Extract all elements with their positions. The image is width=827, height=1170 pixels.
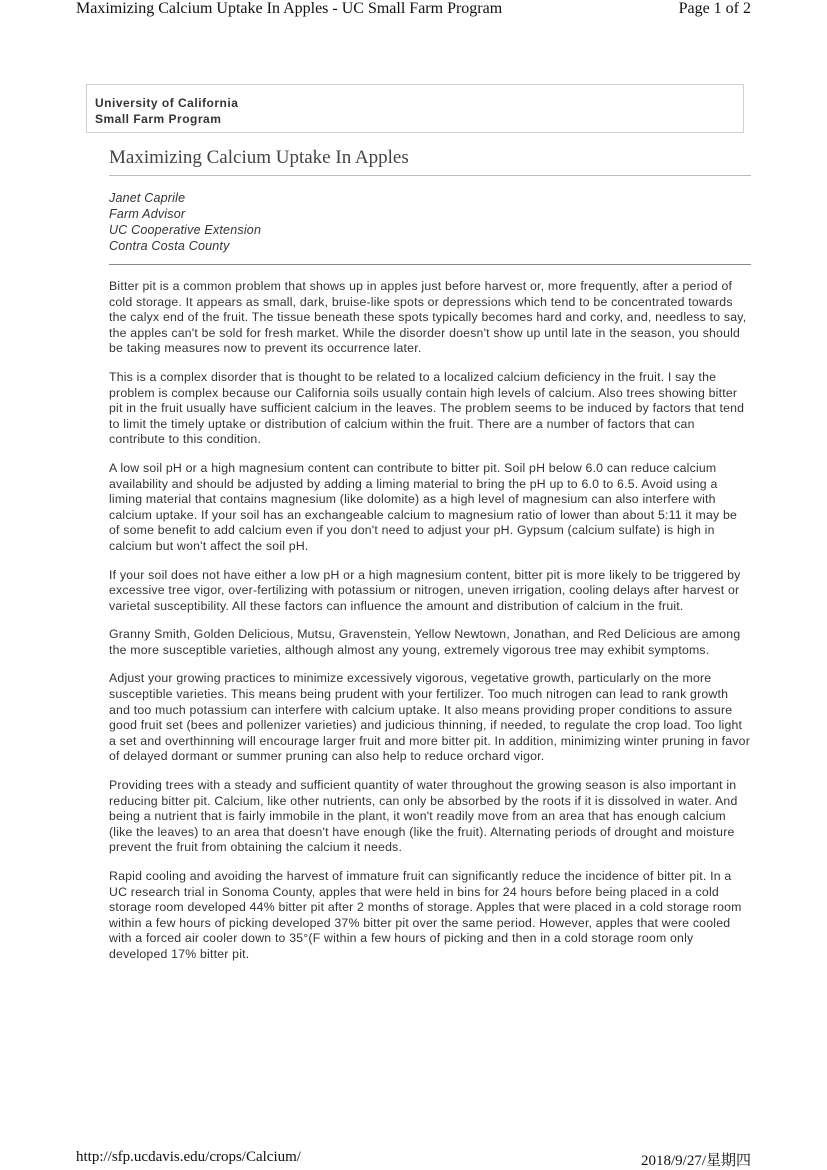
print-footer-date: 2018/9/27/星期四	[640, 1153, 751, 1169]
article-paragraph: Adjust your growing practices to minimize excessively vigorous, vegetative growth, particularly on the more susceptible varieties. This means being prudent with your fertilizer. Too much nitrogen can lead to rank growth and too much potassium can interfere with calcium uptake. It also means providing proper conditions to assure good fruit set (bees and pollenizer varieties) and judicious thinning, if needed, to regulate the crop load. Too light a set and overthinning will encourage larger fruit and more bitter pit. In addition, minimizing winter pruning in favor of delayed dormant or summer pruning can also help to reduce orchard vigor.	[109, 671, 751, 764]
banner-line-program: Small Farm Program	[95, 112, 222, 126]
author-name: Janet Caprile	[109, 191, 186, 205]
author-byline	[109, 190, 751, 254]
print-footer	[76, 1149, 751, 1169]
author-organization: UC Cooperative Extension	[109, 223, 262, 237]
article	[109, 144, 751, 976]
author-role: Farm Advisor	[109, 207, 186, 221]
print-header-page-number: Page 1 of 2	[678, 0, 751, 17]
article-paragraph: A low soil pH or a high magnesium content can contribute to bitter pit. Soil pH below 6.0 can reduce calcium availability and should be adjusted by adding a liming material to bring the pH up to 6.0 to 6.5. Avoid using a liming material that contains magnesium (like dolomite) as a high level of magnesium can also interfere with calcium uptake. If your soil has an exchangeable calcium to magnesium ratio of lower than about 5:11 it may be of some benefit to add calcium even if you don't need to adjust your pH. Gypsum (calcium sulfate) is high in calcium but won't affect the soil pH.	[109, 460, 738, 553]
article-paragraph: Bitter pit is a common problem that shows up in apples just before harvest or, more frequently, after a period of cold storage. It appears as small, dark, bruise-like spots or depressions which tend to be concentrated towards the calyx end of the fruit. The tissue beneath these spots typically becomes hard and corky, and, needless to say, the apples can't be sold for fresh market. While the disorder doesn't show up until late in the season, you should be taking measures now to prevent its occurrence later.	[109, 279, 747, 356]
byline-divider	[109, 264, 751, 265]
banner-line-university: University of California	[95, 96, 239, 110]
article-paragraph: Providing trees with a steady and sufficient quantity of water throughout the growing season is also important in reducing bitter pit. Calcium, like other nutrients, can only be absorbed by the roots if it is dissolved in water. And being a nutrient that is fairly immobile in the plant, it won't readily move from an area that has enough calcium (like the leaves) to an area that doesn't have enough (like the fruit). Alternating periods of drought and moisture prevent the fruit from obtaining the calcium it needs.	[109, 778, 738, 855]
print-header-title: Maximizing Calcium Uptake In Apples - UC Small Farm Program	[76, 0, 503, 17]
print-header	[76, 0, 751, 22]
article-paragraph: Rapid cooling and avoiding the harvest of immature fruit can significantly reduce the incidence of bitter pit. In a UC research trial in Sonoma County, apples that were held in bins for 24 hours before being placed in a cold storage room developed 44% bitter pit after 2 months of storage. Apples that were placed in a cold storage room within a few hours of picking developed 37% bitter pit over the same period. However, apples that were cooled with a forced air cooler down to 35°(F within a few hours of picking and then in a cold storage room only developed 17% bitter pit.	[109, 869, 742, 961]
article-paragraph: Granny Smith, Golden Delicious, Mutsu, Gravenstein, Yellow Newtown, Jonathan, and Red Delicious are among the more susceptible varieties, although almost any young, extremely vigorous tree may exhibit symptoms.	[109, 627, 741, 657]
author-county: Contra Costa County	[109, 239, 230, 253]
print-footer-url: http://sfp.ucdavis.edu/crops/Calcium/	[76, 1149, 301, 1165]
page-title: Maximizing Calcium Uptake In Apples	[109, 144, 751, 176]
site-banner[interactable]	[86, 84, 744, 133]
article-paragraph: This is a complex disorder that is thought to be related to a localized calcium deficiency in the fruit. I say the problem is complex because our California soils usually contain high levels of calcium. Also trees showing bitter pit in the fruit usually have sufficient calcium in the leaves. The problem seems to be induced by factors that tend to limit the timely uptake or distribution of calcium within the fruit. There are a number of factors that can contribute to this condition.	[109, 369, 745, 447]
article-paragraph: If your soil does not have either a low pH or a high magnesium content, bitter pit is more likely to be triggered by excessive tree vigor, over-fertilizing with potassium or nitrogen, uneven irrigation, cooling delays after harvest or varietal susceptibility. All these factors can influence the amount and distribution of calcium in the fruit.	[109, 567, 741, 613]
